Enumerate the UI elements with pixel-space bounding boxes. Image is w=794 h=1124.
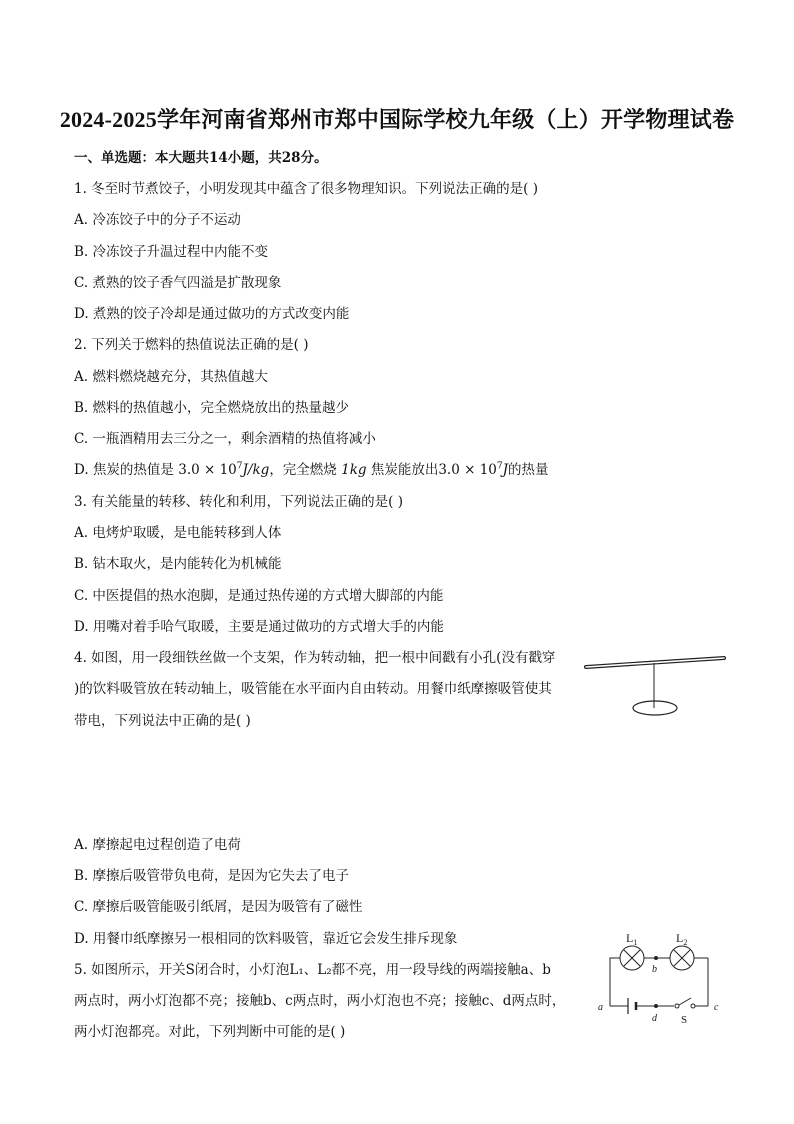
- question-4-option-d[interactable]: D. 用餐巾纸摩擦另一根相同的饮料吸管，靠近它会发生排斥现象: [74, 931, 458, 947]
- heat-amount-exponent: 7: [496, 461, 503, 472]
- question-4-stem-line-1: 4. 如图，用一段细铁丝做一个支架，作为转动轴，把一根中间戳有小孔(没有戳穿: [74, 650, 556, 666]
- heat-amount-unit: J: [502, 462, 509, 478]
- lamp-l1: [620, 946, 644, 970]
- straw-pivot-figure: [580, 650, 730, 725]
- question-4-option-b[interactable]: B. 摩擦后吸管带负电荷，是因为它失去了电子: [74, 868, 350, 884]
- heat-value-exponent: 7: [236, 461, 243, 472]
- question-4-option-c[interactable]: C. 摩擦后吸管能吸引纸屑，是因为吸管有了磁性: [74, 899, 363, 915]
- switch-s: [675, 998, 695, 1008]
- question-4-stem-line-2: )的饮料吸管放在转动轴上，吸管能在水平面内自由转动。用餐巾纸摩擦吸管使其: [74, 681, 552, 697]
- label-b: b: [652, 964, 657, 975]
- heat-value-unit: J/kg: [242, 462, 270, 478]
- question-3-option-d[interactable]: D. 用嘴对着手哈气取暖，主要是通过做功的方式增大手的内能: [74, 619, 444, 635]
- option-d-suffix: 的热量: [508, 462, 549, 478]
- question-3-option-b[interactable]: B. 钻木取火，是内能转化为机械能: [74, 556, 282, 572]
- section-header: 一、单选题：本大题共14小题，共28分。: [74, 150, 328, 166]
- question-1-option-a[interactable]: A. 冷冻饺子中的分子不运动: [74, 212, 241, 228]
- drinking-straw: [586, 658, 724, 667]
- battery-symbol: [628, 998, 636, 1014]
- question-1-option-b[interactable]: B. 冷冻饺子升温过程中内能不变: [74, 244, 269, 260]
- node-d: [654, 1004, 658, 1008]
- support-base: [633, 701, 677, 715]
- question-2-option-a[interactable]: A. 燃料燃烧越充分，其热值越大: [74, 369, 268, 385]
- question-5-stem-line-3: 两小灯泡都亮。对此，下列判断中可能的是( ): [74, 1024, 346, 1040]
- question-1-stem: 1. 冬至时节煮饺子，小明发现其中蕴含了很多物理知识。下列说法正确的是( ): [74, 181, 538, 197]
- question-3-option-c[interactable]: C. 中医提倡的热水泡脚，是通过热传递的方式增大脚部的内能: [74, 588, 444, 604]
- heat-value-number: 3.0 × 10: [178, 462, 237, 478]
- question-2-option-d[interactable]: [74, 458, 549, 478]
- label-l2: $L_2$: [676, 931, 688, 947]
- question-4-option-a[interactable]: A. 摩擦起电过程创造了电荷: [74, 837, 241, 853]
- question-3-option-a[interactable]: A. 电烤炉取暖，是电能转移到人体: [74, 525, 282, 541]
- option-d-mid2: 焦炭能放出: [370, 462, 439, 478]
- question-2-option-c[interactable]: C. 一瓶酒精用去三分之一，剩余酒精的热值将减小: [74, 431, 376, 447]
- option-d-mid: ，完全燃烧: [269, 462, 337, 478]
- page-title: 2024-2025学年河南省郑州市郑中国际学校九年级（上）开学物理试卷: [59, 107, 735, 132]
- mass-value: 1kg: [341, 462, 367, 478]
- question-3-stem: 3. 有关能量的转移、转化和利用，下列说法正确的是( ): [74, 494, 403, 510]
- label-a: a: [598, 1002, 603, 1013]
- node-b: [654, 956, 658, 960]
- label-l1: $L_1$: [626, 931, 638, 947]
- option-d-prefix: D. 焦炭的热值是: [74, 462, 174, 478]
- question-1-option-c[interactable]: C. 煮熟的饺子香气四溢是扩散现象: [74, 275, 282, 291]
- heat-amount-number: 3.0 × 10: [438, 462, 497, 478]
- question-5-stem-line-2: 两点时，两小灯泡都不亮；接触b、c两点时，两小灯泡也不亮；接触c、d两点时，: [74, 993, 566, 1009]
- question-2-stem: 2. 下列关于燃料的热值说法正确的是( ): [74, 337, 309, 353]
- question-2-option-b[interactable]: B. 燃料的热值越小，完全燃烧放出的热量越少: [74, 400, 350, 416]
- label-d: d: [652, 1013, 657, 1024]
- lamp-l2: [670, 946, 694, 970]
- question-4-stem-line-3: 带电，下列说法中正确的是( ): [74, 713, 251, 729]
- label-s: S: [681, 1014, 688, 1026]
- circuit-diagram: [590, 922, 730, 1027]
- label-c: c: [714, 1002, 719, 1013]
- question-5-stem-line-1: 5. 如图所示，开关S闭合时，小灯泡L₁、L₂都不亮，用一段导线的两端接触a、b: [74, 962, 551, 978]
- question-1-option-d[interactable]: D. 煮熟的饺子冷却是通过做功的方式改变内能: [74, 306, 350, 322]
